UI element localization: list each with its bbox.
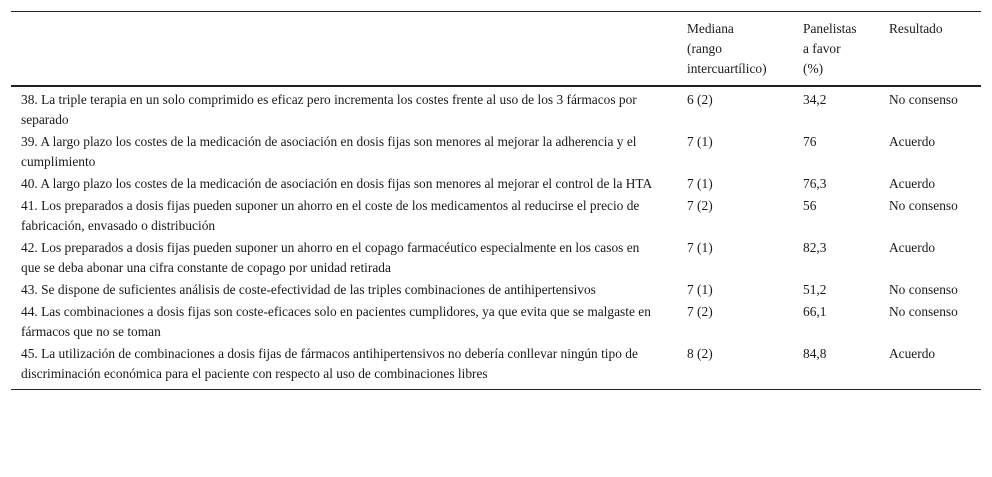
- cell-median: 7 (1): [687, 134, 713, 149]
- header-panel-line2: a favor: [803, 41, 841, 56]
- cell-statement: 43. Se dispone de suficientes análisis de coste-efectividad de las triples combinaciones de antihipertensivos: [21, 282, 596, 297]
- header-median-line3: intercuartílico): [687, 61, 767, 76]
- table-header: [11, 12, 981, 87]
- cell-statement: 45. La utilización de combinaciones a dosis fijas de fármacos antihipertensivos no debería conllevar ningún tipo de discriminación económica para el paciente con respecto al uso de combinaciones libres: [21, 346, 638, 381]
- table-row: [11, 131, 981, 173]
- cell-median: 8 (2): [687, 346, 713, 361]
- cell-median: 7 (1): [687, 282, 713, 297]
- header-panel-line1: Panelistas: [803, 21, 857, 36]
- cell-result: Acuerdo: [889, 346, 936, 361]
- header-median-line1: Mediana: [687, 21, 734, 36]
- header-panel-line3: (%): [803, 61, 824, 76]
- cell-statement: 41. Los preparados a dosis fijas pueden suponer un ahorro en el coste de los medicamentos al reducirse el precio de fabricación, envasado o distribución: [21, 198, 640, 233]
- cell-panelists: 76: [803, 134, 817, 149]
- header-median-line2: (rango: [687, 41, 722, 56]
- cell-median: 7 (1): [687, 240, 713, 255]
- cell-result: Acuerdo: [889, 240, 936, 255]
- cell-panelists: 56: [803, 198, 817, 213]
- cell-panelists: 51,2: [803, 282, 827, 297]
- cell-statement: 44. Las combinaciones a dosis fijas son coste-eficaces solo en pacientes cumplidores, ya que evita que se malgaste en fármacos que no se toman: [21, 304, 651, 339]
- cell-median: 7 (2): [687, 304, 713, 319]
- table-row: [11, 86, 981, 131]
- cell-panelists: 82,3: [803, 240, 827, 255]
- table-row: [11, 195, 981, 237]
- header-median: [687, 12, 803, 87]
- header-panelists: [803, 12, 889, 87]
- table-row: [11, 173, 981, 195]
- cell-statement: 39. A largo plazo los costes de la medicación de asociación en dosis fijas son menores al mejorar la adherencia y el cumplimiento: [21, 134, 637, 169]
- header-statement: [11, 12, 687, 87]
- header-result: Resultado: [889, 21, 943, 36]
- cell-result: No consenso: [889, 304, 958, 319]
- cell-panelists: 76,3: [803, 176, 827, 191]
- cell-panelists: 84,8: [803, 346, 827, 361]
- cell-statement: 42. Los preparados a dosis fijas pueden suponer un ahorro en el copago farmacéutico especialmente en los casos en que se deba abonar una cifra constante de copago por unidad retirada: [21, 240, 640, 275]
- cell-result: Acuerdo: [889, 176, 936, 191]
- table-body: [11, 86, 981, 390]
- consensus-table: [11, 11, 981, 390]
- cell-statement: 38. La triple terapia en un solo comprimido es eficaz pero incrementa los costes frente al uso de los 3 fármacos por separado: [21, 92, 637, 127]
- table-row: [11, 237, 981, 279]
- header-row: [11, 12, 981, 87]
- cell-median: 7 (1): [687, 176, 713, 191]
- cell-result: Acuerdo: [889, 134, 936, 149]
- table-row: [11, 301, 981, 343]
- cell-panelists: 34,2: [803, 92, 827, 107]
- table-container: [11, 11, 981, 390]
- cell-panelists: 66,1: [803, 304, 827, 319]
- cell-statement: 40. A largo plazo los costes de la medicación de asociación en dosis fijas son menores al mejorar el control de la HTA: [21, 176, 653, 191]
- cell-result: No consenso: [889, 92, 958, 107]
- table-row: [11, 343, 981, 390]
- cell-result: No consenso: [889, 198, 958, 213]
- table-row: [11, 279, 981, 301]
- cell-result: No consenso: [889, 282, 958, 297]
- cell-median: 7 (2): [687, 198, 713, 213]
- cell-median: 6 (2): [687, 92, 713, 107]
